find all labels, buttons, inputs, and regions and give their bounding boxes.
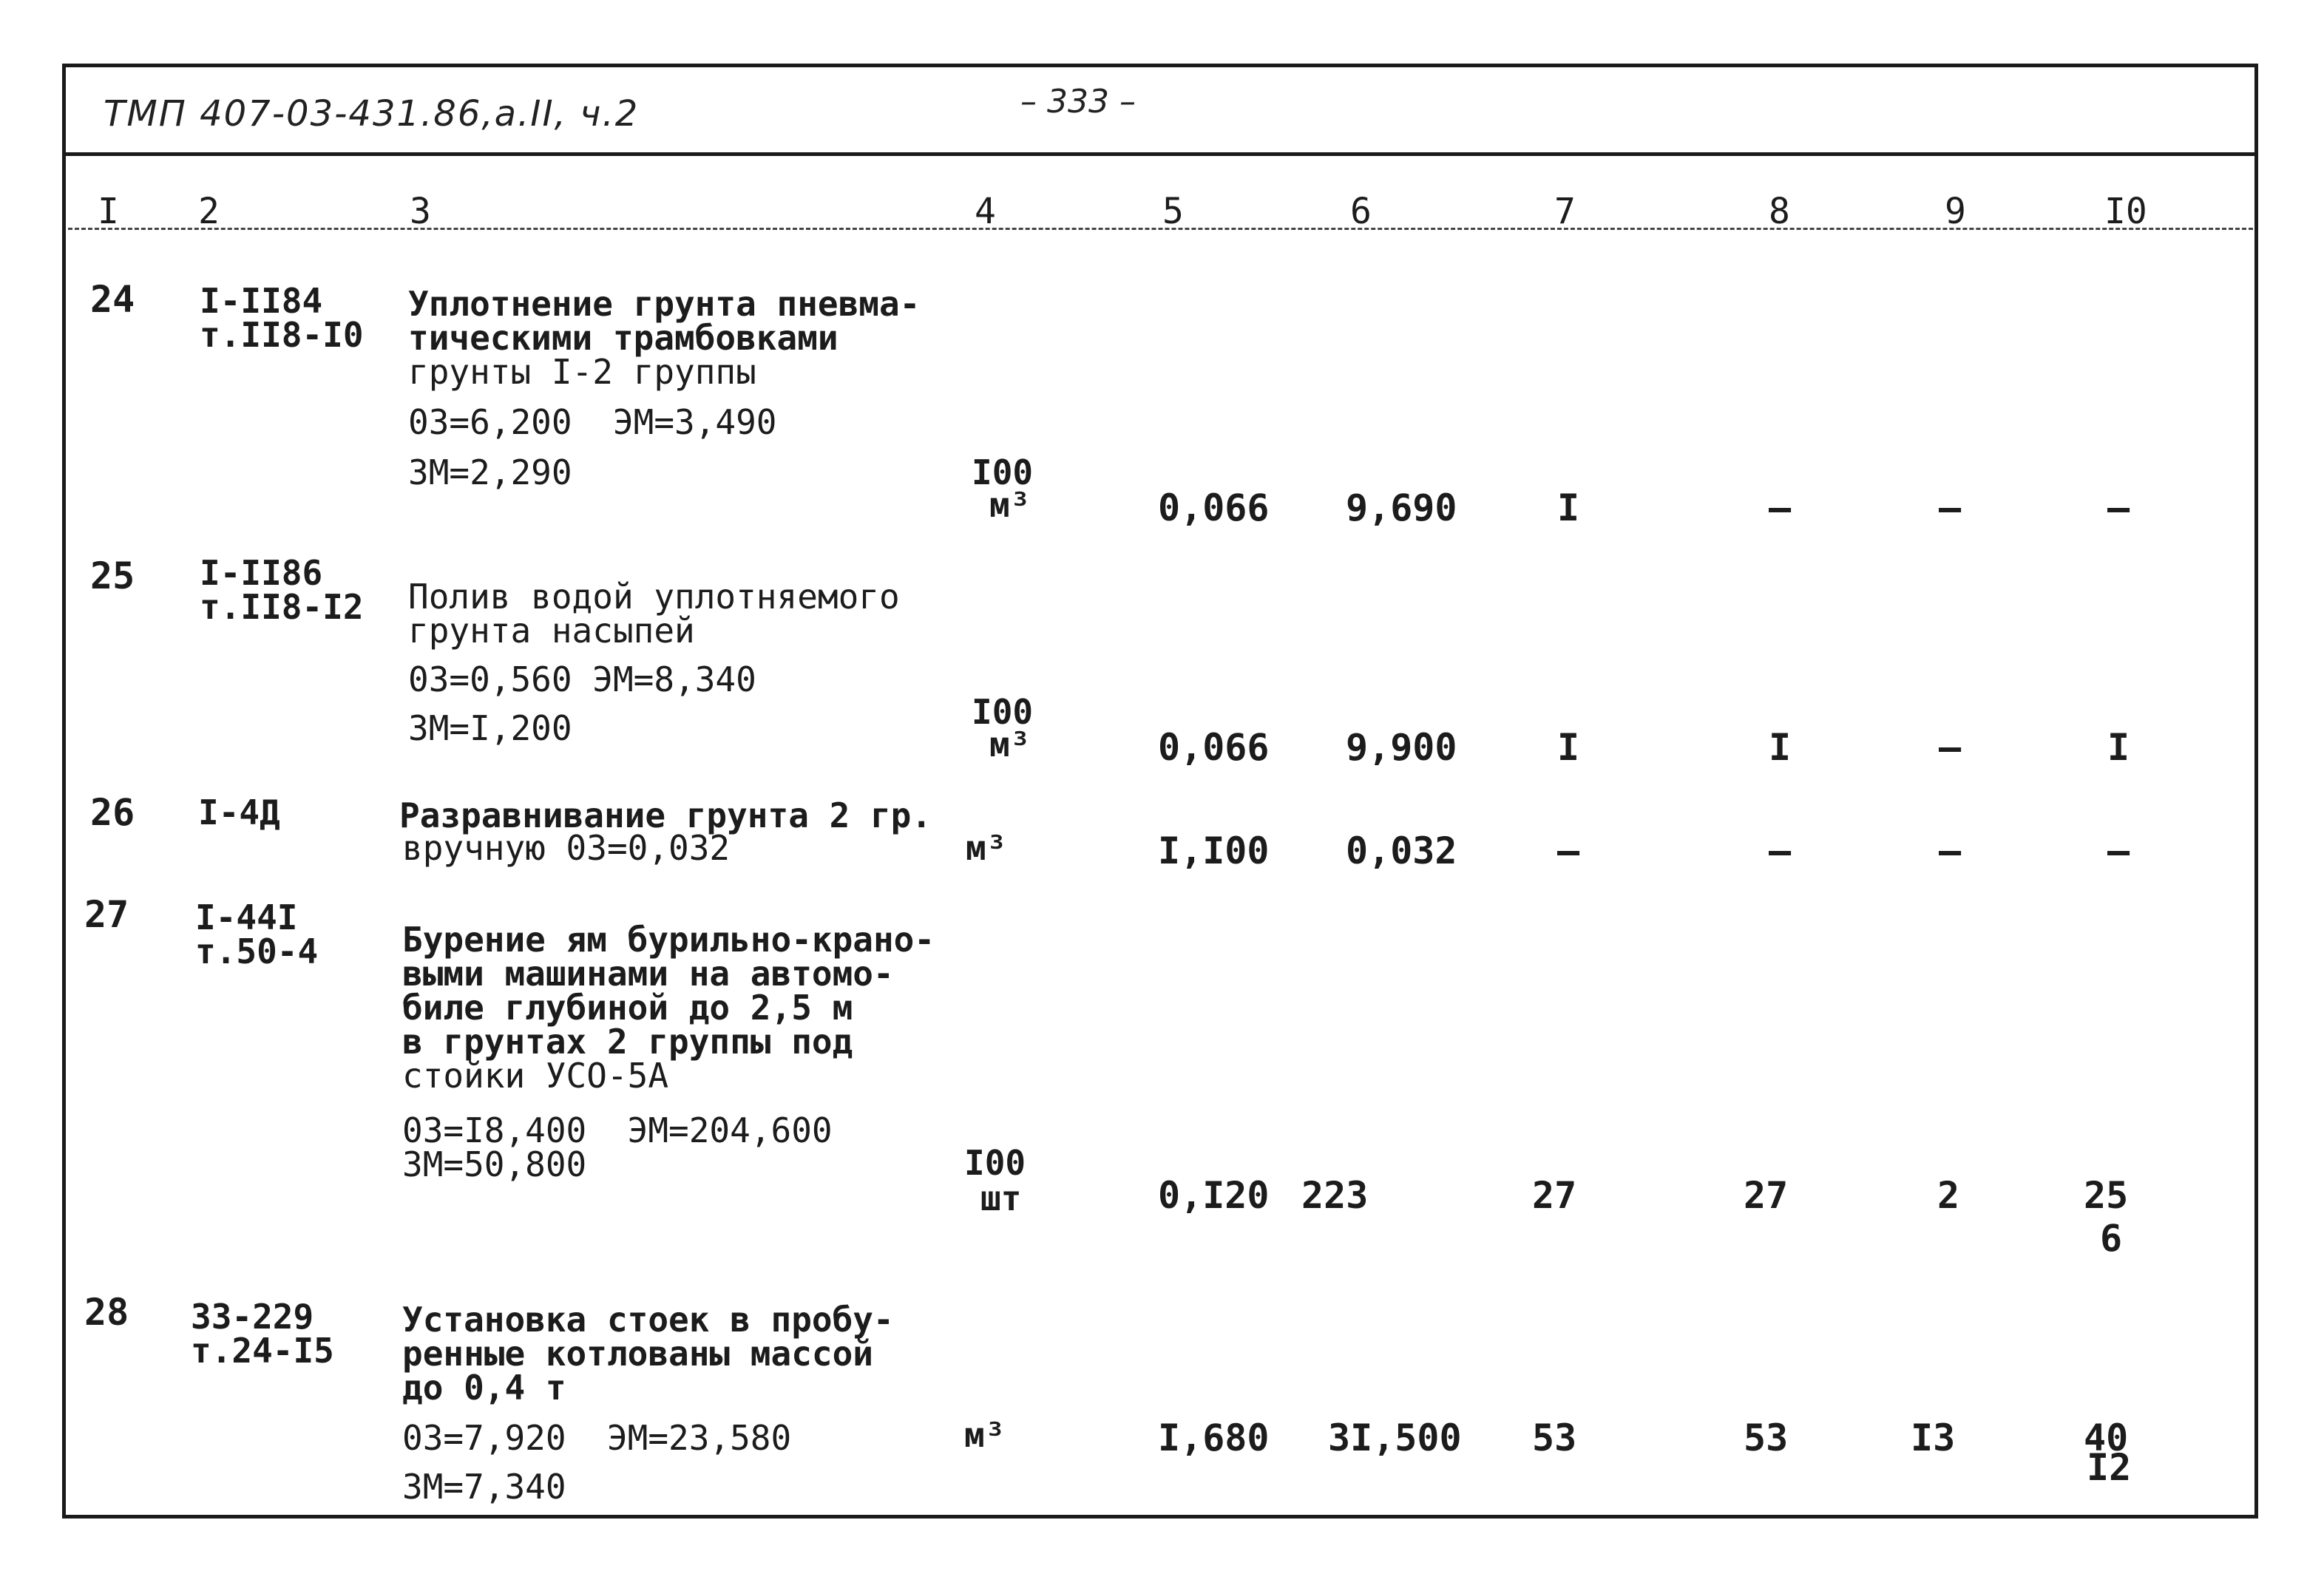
item-parameters: 03=0,560 ЭМ=8,340 xyxy=(408,659,756,699)
cell-col6: 9,690 xyxy=(1346,486,1457,529)
cell-col10: 6 xyxy=(2100,1217,2123,1260)
document-stamp: ТМП 407-03-431.86,а.II, ч.2 xyxy=(104,93,640,135)
cell-col9: – xyxy=(1939,726,1962,769)
column-number: 5 xyxy=(1162,191,1184,232)
cell-col10: – xyxy=(2107,829,2130,872)
item-code: 33-229 xyxy=(191,1297,314,1337)
item-description: вручную 03=0,032 xyxy=(402,828,731,868)
item-description: Разравнивание грунта 2 гр. xyxy=(399,795,932,835)
cell-col5: 0,066 xyxy=(1158,486,1270,529)
cell-col5: I,680 xyxy=(1158,1416,1270,1459)
cell-col8: 27 xyxy=(1744,1174,1789,1217)
item-code: I-II84 xyxy=(200,281,323,321)
item-parameters: 03=I8,400 ЭМ=204,600 xyxy=(402,1110,833,1150)
column-number: I xyxy=(98,191,119,232)
item-parameters: ЗМ=50,800 xyxy=(402,1144,587,1184)
item-parameters: ЗМ=I,200 xyxy=(408,708,572,748)
cell-col7: – xyxy=(1557,829,1580,872)
item-description: тическими трамбовками xyxy=(408,318,839,358)
item-parameters: 03=7,920 ЭМ=23,580 xyxy=(402,1418,792,1458)
cell-col10: 40 xyxy=(2084,1416,2129,1459)
item-code: I-44I xyxy=(195,898,298,937)
cell-col6: 0,032 xyxy=(1346,829,1457,872)
item-parameters: ЗМ=2,290 xyxy=(408,452,572,492)
item-description: Установка стоек в пробу- xyxy=(402,1300,894,1340)
column-number: 8 xyxy=(1769,191,1790,232)
cell-col10: I xyxy=(2107,726,2130,769)
cell-col6: 223 xyxy=(1301,1174,1369,1217)
cell-col8: – xyxy=(1769,486,1792,529)
column-number: 7 xyxy=(1554,191,1576,232)
item-description: грунты I-2 группы xyxy=(408,352,756,392)
item-code: т.24-I5 xyxy=(191,1331,334,1371)
column-header-underline xyxy=(68,228,2253,230)
row-number: 28 xyxy=(84,1291,129,1334)
cell-col9: – xyxy=(1939,829,1962,872)
item-code: I-4Д xyxy=(198,793,280,832)
item-unit: м³ xyxy=(989,485,1031,525)
cell-col8: – xyxy=(1769,829,1792,872)
cell-col10: 25 xyxy=(2084,1174,2129,1217)
cell-col6: 3I,500 xyxy=(1328,1416,1462,1459)
cell-col8: I xyxy=(1769,726,1792,769)
header-rule xyxy=(62,152,2258,156)
item-unit: м³ xyxy=(989,725,1031,764)
item-description: стойки УСО-5А xyxy=(402,1056,669,1096)
item-parameters: ЗМ=7,340 xyxy=(402,1467,566,1507)
page-number: – 333 – xyxy=(1020,83,1136,121)
item-description: Полив водой уплотняемого xyxy=(408,577,900,617)
cell-col10: – xyxy=(2107,486,2130,529)
item-description: ренные котлованы массой xyxy=(402,1334,873,1374)
cell-col10: I2 xyxy=(2087,1446,2132,1489)
cell-col5: 0,066 xyxy=(1158,726,1270,769)
cell-col6: 9,900 xyxy=(1346,726,1457,769)
column-number: I0 xyxy=(2104,191,2147,232)
table-frame xyxy=(62,64,2258,1519)
column-number: 3 xyxy=(410,191,431,232)
item-description: грунта насыпей xyxy=(408,611,695,651)
item-description: до 0,4 т xyxy=(402,1368,566,1408)
item-unit: шт xyxy=(980,1178,1022,1218)
cell-col5: 0,I20 xyxy=(1158,1174,1270,1217)
cell-col7: I xyxy=(1557,726,1580,769)
row-number: 25 xyxy=(90,554,135,597)
cell-col7: 27 xyxy=(1532,1174,1577,1217)
column-number: 9 xyxy=(1945,191,1966,232)
row-number: 24 xyxy=(90,278,135,321)
column-number: 4 xyxy=(975,191,996,232)
item-code: I-II86 xyxy=(200,553,323,593)
item-code: т.II8-I0 xyxy=(200,315,364,355)
item-unit: I00 xyxy=(964,1143,1026,1183)
item-description: Уплотнение грунта пневма- xyxy=(408,284,921,324)
item-description: Бурение ям бурильно-крано- xyxy=(402,920,935,960)
cell-col9: – xyxy=(1939,486,1962,529)
row-number: 26 xyxy=(90,791,135,834)
cell-col5: I,I00 xyxy=(1158,829,1270,872)
item-parameters: 03=6,200 ЭМ=3,490 xyxy=(408,402,777,442)
row-number: 27 xyxy=(84,893,129,936)
item-description: в грунтах 2 группы под xyxy=(402,1022,853,1062)
cell-col9: 2 xyxy=(1937,1174,1960,1217)
column-number: 6 xyxy=(1350,191,1372,232)
item-code: т.II8-I2 xyxy=(200,587,364,627)
item-unit: м³ xyxy=(966,828,1007,868)
item-description: выми машинами на автомо- xyxy=(402,954,894,994)
cell-col7: I xyxy=(1557,486,1580,529)
item-unit: I00 xyxy=(972,692,1034,732)
item-code: т.50-4 xyxy=(195,932,319,971)
cell-col8: 53 xyxy=(1744,1416,1789,1459)
item-unit: I00 xyxy=(972,452,1034,492)
item-unit: м³ xyxy=(964,1415,1006,1455)
column-number: 2 xyxy=(198,191,220,232)
cell-col7: 53 xyxy=(1532,1416,1577,1459)
item-description: биле глубиной до 2,5 м xyxy=(402,988,853,1028)
cell-col9: I3 xyxy=(1911,1416,1956,1459)
